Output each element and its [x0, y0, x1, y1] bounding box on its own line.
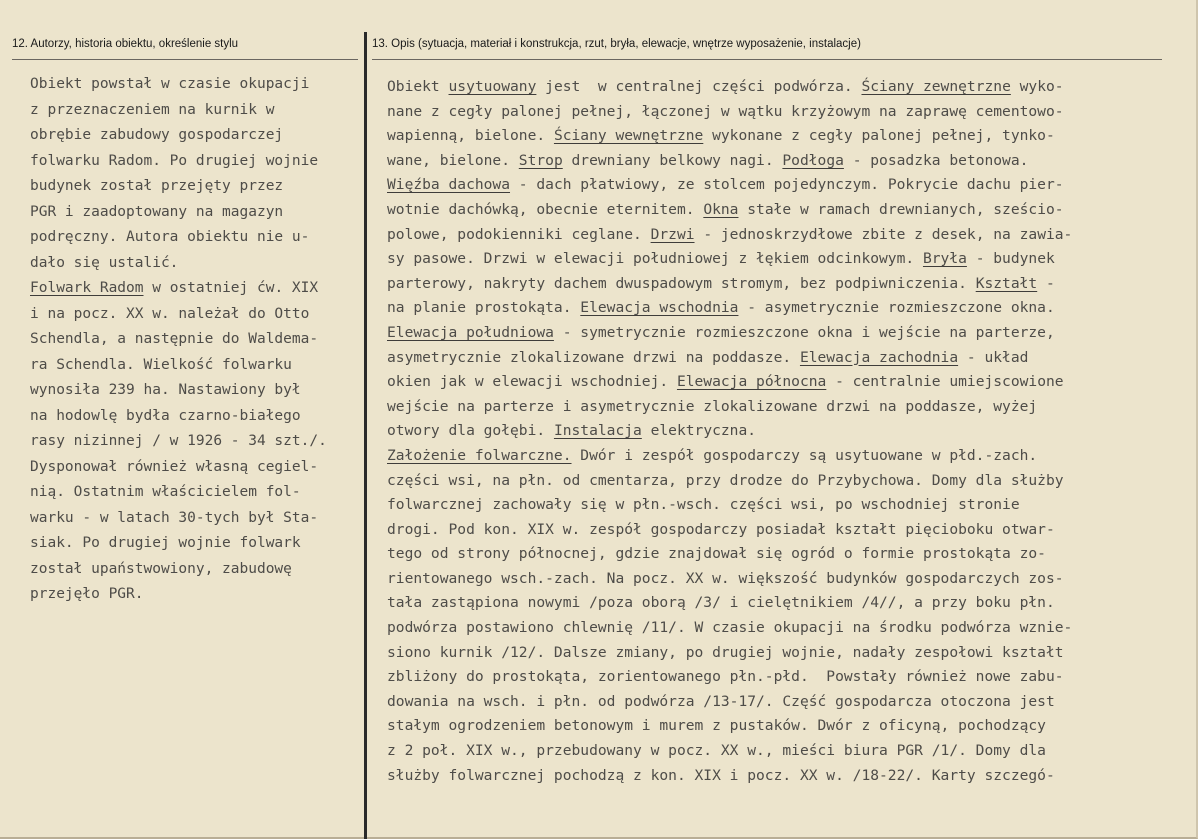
text-line [30, 327, 327, 353]
text-line [387, 764, 1072, 789]
underlined-term: Strop [518, 151, 563, 169]
text-segment: - dach płatwiowy, ze stolcem pojedynczym. Pokrycie dachu pier- [510, 176, 1064, 194]
text-line [30, 378, 327, 404]
section-12-header: 12. Autorzy, historia obiektu, określenie stylu [12, 38, 239, 50]
text-line [30, 582, 327, 608]
text-segment: został upaństwowiony, zabudowę [30, 560, 292, 577]
underlined-term: Założenie folwarczne. [387, 446, 572, 464]
text-segment: stałym ogrodzeniem betonowym i murem z pustaków. Dwór z oficyną, pochodzący [387, 717, 1046, 735]
text-segment: Schendla, a następnie do Waldema- [30, 331, 319, 347]
text-segment: drewniany belkowy nagi. [562, 151, 783, 169]
text-segment: warku - w latach 30-tych był Sta- [30, 509, 319, 526]
text-segment: polowe, podokienniki ceglane. [387, 225, 651, 243]
text-line [387, 419, 1072, 444]
underlined-term: Ściany zewnętrzne [861, 78, 1011, 95]
text-line [30, 302, 327, 328]
text-segment: z przeznaczeniem na kurnik w [30, 101, 275, 118]
text-line [387, 296, 1072, 321]
text-line [387, 321, 1072, 346]
text-segment: ra Schendla. Wielkość folwarku [30, 356, 292, 373]
text-segment: wyko- [1010, 78, 1064, 95]
text-line [387, 198, 1072, 223]
text-line [30, 506, 327, 532]
text-segment: okien jak w elewacji wschodniej. [387, 373, 677, 391]
text-segment: Obiekt powstał w czasie okupacji [30, 76, 310, 92]
text-line [387, 444, 1072, 469]
text-line [30, 480, 327, 506]
text-segment: tego od strony północnej, gdzie znajdował się ogród o formie prostokąta zo- [387, 545, 1046, 563]
text-segment: z 2 poł. XIX w., przebudowany w pocz. XX w., mieści biura PGR /1/. Domy dla [387, 742, 1046, 760]
text-line [387, 567, 1072, 592]
text-line [387, 591, 1072, 616]
text-segment: Dysponował również własną cegiel- [30, 458, 319, 475]
underlined-term: Elewacja północna [676, 373, 827, 391]
text-segment: - budynek [966, 250, 1055, 268]
text-segment: dowania na wsch. i płn. od podwórza /13-17/. Część gospodarcza otoczona jest [387, 692, 1055, 710]
text-line [30, 98, 327, 124]
header-rule-right [372, 59, 1162, 60]
text-line [30, 531, 327, 557]
underlined-term: Więźba dachowa [387, 176, 511, 194]
text-line [387, 493, 1072, 518]
underlined-term: Folwark Radom [30, 280, 144, 296]
text-line [387, 616, 1072, 641]
text-segment: podwórza postawiono chlewnię /11/. W czasie okupacji na środku podwórza wznie- [387, 619, 1073, 637]
text-line [30, 404, 327, 430]
section-13-header: 13. Opis (sytuacja, materiał i konstrukcja, rzut, bryła, elewacje, wnętrze wyposażenie, instalacje) [372, 38, 861, 50]
text-segment: obrębie zabudowy gospodarczej [30, 127, 284, 143]
text-line [387, 518, 1072, 543]
text-line [30, 455, 327, 481]
description-text-column [387, 75, 1072, 788]
underlined-term: Okna [703, 200, 739, 218]
text-line [387, 100, 1072, 125]
text-segment: tała zastąpiona nowymi /poza oborą /3/ i cielętnikiem /4//, a przy boku płn. [387, 594, 1055, 612]
text-segment: - symetrycznie rozmieszczone okna i wejście na parterze, [553, 323, 1055, 341]
header-rule-left [12, 59, 358, 60]
text-segment: Obiekt [387, 78, 449, 95]
text-segment: na planie prostokąta. [387, 299, 581, 317]
text-segment: siak. Po drugiej wojnie folwark [30, 535, 301, 551]
text-segment: Dwór i zespół gospodarczy są usytuowane w płd.-zach. [571, 446, 1038, 464]
text-line [387, 739, 1072, 764]
text-line [30, 225, 327, 251]
text-line [387, 346, 1072, 371]
underlined-term: Drzwi [650, 225, 695, 243]
text-segment: zbliżony do prostokąta, zorientowanego płn.-płd. Powstały również nowe zabu- [387, 668, 1064, 686]
text-line [387, 223, 1072, 248]
text-segment: parterowy, nakryty dachem dwuspadowym stromym, bez podpiwniczenia. [387, 274, 976, 292]
text-segment: służby folwarcznej pochodzą z kon. XIX i pocz. XX w. /18-22/. Karty szczegó- [387, 766, 1055, 784]
text-segment: wykonane z cegły palonej pełnej, tynko- [703, 127, 1055, 145]
text-segment: drogi. Pod kon. XIX w. zespół gospodarczy posiadał kształt pięcioboku otwar- [387, 520, 1055, 538]
underlined-term: Instalacja [553, 422, 642, 440]
text-segment: i na pocz. XX w. należał do Otto [30, 305, 310, 322]
underlined-term: Podłoga [782, 151, 844, 169]
text-line [387, 247, 1072, 272]
text-segment: wejście na parterze i asymetrycznie zlokalizowane drzwi na poddasze, wyżej [387, 397, 1038, 415]
text-segment: - [1037, 274, 1055, 292]
text-line [387, 641, 1072, 666]
text-line [30, 200, 327, 226]
text-line [387, 124, 1072, 149]
text-line [387, 469, 1072, 494]
underlined-term: Bryła [922, 250, 967, 268]
text-segment: folwarku Radom. Po drugiej wojnie [30, 152, 319, 169]
text-segment: nane z cegły palonej pełnej, łączonej w wątku krzyżowym na zaprawę cementowo- [387, 102, 1064, 120]
text-segment: części wsi, na płn. od cmentarza, przy drodze do Przybychowa. Domy dla służby [387, 471, 1064, 489]
text-line [30, 149, 327, 175]
text-line [387, 395, 1072, 420]
text-line [30, 72, 327, 98]
text-line [387, 542, 1072, 567]
text-segment: sy pasowe. Drzwi w elewacji południowej z łękiem odcinkowym. [387, 250, 923, 268]
underlined-term: Ściany wewnętrzne [553, 127, 704, 145]
text-line [387, 690, 1072, 715]
text-line [30, 251, 327, 277]
underlined-term: Elewacja południowa [387, 323, 554, 341]
text-segment: wapienną, bielone. [387, 127, 554, 145]
text-line [30, 123, 327, 149]
text-segment: - układ [958, 348, 1029, 366]
text-line [30, 353, 327, 379]
text-segment: jest w centralnej części podwórza. [536, 78, 862, 95]
underlined-term: usytuowany [448, 78, 537, 95]
text-line [387, 149, 1072, 174]
text-segment: - centralnie umiejscowione [826, 373, 1064, 391]
underlined-term: Elewacja zachodnia [799, 348, 959, 366]
text-segment: wynosiła 239 ha. Nastawiony był [30, 382, 301, 398]
text-line [387, 173, 1072, 198]
text-segment: nią. Ostatnim właścicielem fol- [30, 484, 301, 500]
text-line [387, 272, 1072, 297]
text-segment: stałe w ramach drewnianych, sześcio- [738, 200, 1064, 218]
text-line [30, 429, 327, 455]
text-line [30, 557, 327, 583]
text-segment: dało się ustalić. [30, 254, 179, 271]
text-segment: asymetrycznie zlokalizowane drzwi na poddasze. [387, 348, 800, 366]
text-line [387, 665, 1072, 690]
text-segment: w ostatniej ćw. XIX [143, 280, 319, 296]
text-segment: - asymetrycznie rozmieszczone okna. [738, 299, 1055, 317]
text-segment: - jednoskrzydłowe zbite z desek, na zawia- [694, 225, 1073, 243]
text-line [30, 276, 327, 302]
text-segment: przejęło PGR. [30, 586, 144, 602]
text-segment: rientowanego wsch.-zach. Na pocz. XX w. większość budynków gospodarczych zos- [387, 569, 1064, 587]
text-segment: siono kurnik /12/. Dalsze zmiany, po drugiej wojnie, nadały zespołowi kształt [387, 643, 1064, 661]
text-line [387, 75, 1072, 100]
text-segment: wane, bielone. [387, 151, 519, 169]
text-line [387, 370, 1072, 395]
text-segment: podręczny. Autora obiektu nie u- [30, 229, 310, 245]
text-segment: elektryczna. [641, 422, 757, 440]
column-divider [364, 32, 367, 839]
text-segment: na hodowlę bydła czarno-białego [30, 407, 301, 424]
text-line [30, 174, 327, 200]
history-text-column [30, 72, 327, 608]
text-segment: rasy nizinnej / w 1926 - 34 szt./. [30, 433, 327, 449]
underlined-term: Elewacja wschodnia [580, 299, 739, 317]
text-segment: folwarcznej zachowały się w płn.-wsch. części wsi, po wschodniej stronie [387, 496, 1020, 514]
text-segment: otwory dla gołębi. [387, 422, 554, 440]
text-segment: wotnie dachówką, obecnie eternitem. [387, 200, 704, 218]
text-segment: budynek został przejęty przez [30, 178, 284, 194]
text-segment: - posadzka betonowa. [843, 151, 1029, 169]
text-line [387, 714, 1072, 739]
text-segment: PGR i zaadoptowany na magazyn [30, 203, 284, 220]
underlined-term: Kształt [975, 274, 1038, 292]
